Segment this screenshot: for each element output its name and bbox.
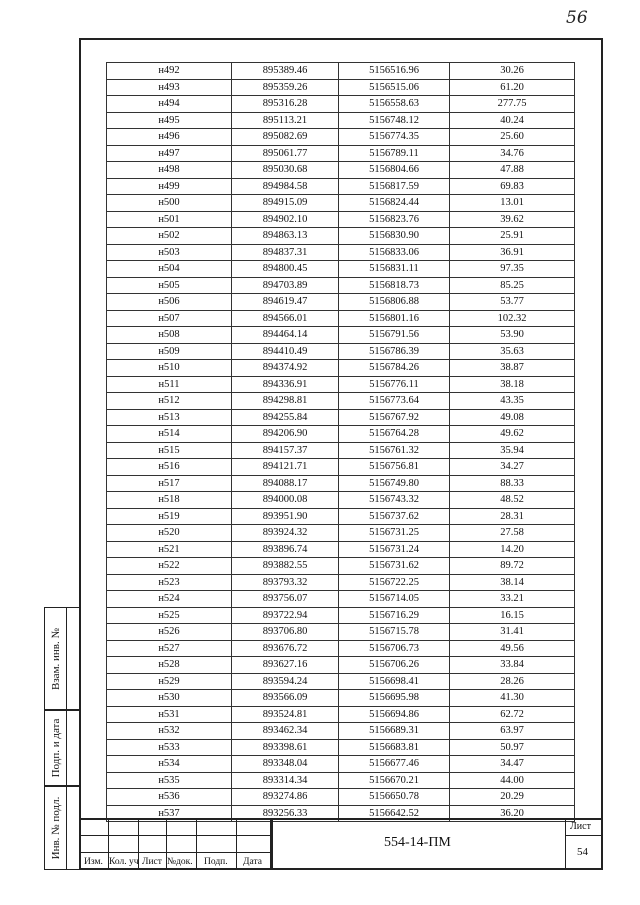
y-coordinate-cell: 5156767.92 [339, 409, 450, 426]
table-row [107, 657, 575, 674]
document-code: 554-14-ПМ [384, 835, 451, 850]
x-coordinate-cell: 893793.32 [232, 574, 339, 591]
table-row [107, 294, 575, 311]
point-id-cell: н536 [107, 789, 232, 806]
x-coordinate-cell: 894800.45 [232, 261, 339, 278]
point-id-cell: н512 [107, 393, 232, 410]
side-label-vzam: Взам. инв. № [49, 627, 62, 690]
distance-cell: 41.30 [450, 690, 575, 707]
y-coordinate-cell: 5156715.78 [339, 624, 450, 641]
point-id-cell: н520 [107, 525, 232, 542]
point-id-cell: н493 [107, 79, 232, 96]
table-row [107, 327, 575, 344]
x-coordinate-cell: 893348.04 [232, 756, 339, 773]
x-coordinate-cell: 893627.16 [232, 657, 339, 674]
distance-cell: 33.21 [450, 591, 575, 608]
table-row [107, 393, 575, 410]
y-coordinate-cell: 5156776.11 [339, 376, 450, 393]
y-coordinate-cell: 5156833.06 [339, 244, 450, 261]
y-coordinate-cell: 5156698.41 [339, 673, 450, 690]
side-label-inv: Инв. № подл. [49, 796, 62, 860]
y-coordinate-cell: 5156824.44 [339, 195, 450, 212]
x-coordinate-cell: 893398.61 [232, 739, 339, 756]
y-coordinate-cell: 5156558.63 [339, 96, 450, 113]
x-coordinate-cell: 894121.71 [232, 459, 339, 476]
point-id-cell: н523 [107, 574, 232, 591]
sheet-number: 54 [577, 846, 588, 858]
distance-cell: 40.24 [450, 112, 575, 129]
y-coordinate-cell: 5156743.32 [339, 492, 450, 509]
table-row [107, 624, 575, 641]
point-id-cell: н535 [107, 772, 232, 789]
y-coordinate-cell: 5156801.16 [339, 310, 450, 327]
table-row [107, 310, 575, 327]
distance-cell: 25.60 [450, 129, 575, 146]
y-coordinate-cell: 5156804.66 [339, 162, 450, 179]
col-izm-label: Изм. [84, 857, 103, 867]
point-id-cell: н507 [107, 310, 232, 327]
distance-cell: 28.26 [450, 673, 575, 690]
x-coordinate-cell: 894000.08 [232, 492, 339, 509]
distance-cell: 53.90 [450, 327, 575, 344]
distance-cell: 69.83 [450, 178, 575, 195]
x-coordinate-cell: 893676.72 [232, 640, 339, 657]
point-id-cell: н505 [107, 277, 232, 294]
x-coordinate-cell: 893274.86 [232, 789, 339, 806]
point-id-cell: н509 [107, 343, 232, 360]
point-id-cell: н498 [107, 162, 232, 179]
distance-cell: 34.76 [450, 145, 575, 162]
distance-cell: 33.84 [450, 657, 575, 674]
point-id-cell: н514 [107, 426, 232, 443]
x-coordinate-cell: 893756.07 [232, 591, 339, 608]
y-coordinate-cell: 5156642.52 [339, 805, 450, 822]
handwritten-page-number: 56 [566, 8, 588, 28]
point-id-cell: н518 [107, 492, 232, 509]
table-row [107, 475, 575, 492]
x-coordinate-cell: 893722.94 [232, 607, 339, 624]
y-coordinate-cell: 5156761.32 [339, 442, 450, 459]
distance-cell: 30.26 [450, 63, 575, 80]
table-row [107, 690, 575, 707]
col-koluch-label: Кол. уч [109, 857, 139, 867]
point-id-cell: н521 [107, 541, 232, 558]
y-coordinate-cell: 5156756.81 [339, 459, 450, 476]
side-stamp-podp [44, 710, 81, 786]
table-row [107, 739, 575, 756]
y-coordinate-cell: 5156731.24 [339, 541, 450, 558]
point-id-cell: н517 [107, 475, 232, 492]
y-coordinate-cell: 5156694.86 [339, 706, 450, 723]
point-id-cell: н529 [107, 673, 232, 690]
y-coordinate-cell: 5156817.59 [339, 178, 450, 195]
distance-cell: 97.35 [450, 261, 575, 278]
y-coordinate-cell: 5156650.78 [339, 789, 450, 806]
x-coordinate-cell: 894984.58 [232, 178, 339, 195]
point-id-cell: н527 [107, 640, 232, 657]
x-coordinate-cell: 894915.09 [232, 195, 339, 212]
table-row [107, 277, 575, 294]
distance-cell: 31.41 [450, 624, 575, 641]
point-id-cell: н499 [107, 178, 232, 195]
table-row [107, 261, 575, 278]
side-stamp-inv [44, 786, 81, 870]
table-row [107, 343, 575, 360]
table-row [107, 129, 575, 146]
table-row [107, 723, 575, 740]
table-row [107, 508, 575, 525]
table-row [107, 145, 575, 162]
point-id-cell: н508 [107, 327, 232, 344]
x-coordinate-cell: 895113.21 [232, 112, 339, 129]
y-coordinate-cell: 5156515.06 [339, 79, 450, 96]
table-row [107, 591, 575, 608]
y-coordinate-cell: 5156764.28 [339, 426, 450, 443]
point-id-cell: н501 [107, 211, 232, 228]
distance-cell: 44.00 [450, 772, 575, 789]
x-coordinate-cell: 893314.34 [232, 772, 339, 789]
x-coordinate-cell: 894464.14 [232, 327, 339, 344]
x-coordinate-cell: 894837.31 [232, 244, 339, 261]
y-coordinate-cell: 5156722.25 [339, 574, 450, 591]
point-id-cell: н532 [107, 723, 232, 740]
point-id-cell: н526 [107, 624, 232, 641]
y-coordinate-cell: 5156716.29 [339, 607, 450, 624]
x-coordinate-cell: 894703.89 [232, 277, 339, 294]
y-coordinate-cell: 5156789.11 [339, 145, 450, 162]
distance-cell: 34.47 [450, 756, 575, 773]
x-coordinate-cell: 893951.90 [232, 508, 339, 525]
sheet-label: Лист [570, 821, 591, 832]
point-id-cell: н522 [107, 558, 232, 575]
y-coordinate-cell: 5156784.26 [339, 360, 450, 377]
distance-cell: 63.97 [450, 723, 575, 740]
point-id-cell: н492 [107, 63, 232, 80]
distance-cell: 43.35 [450, 393, 575, 410]
distance-cell: 61.20 [450, 79, 575, 96]
point-id-cell: н513 [107, 409, 232, 426]
table-row [107, 525, 575, 542]
table-row [107, 442, 575, 459]
y-coordinate-cell: 5156706.73 [339, 640, 450, 657]
table-row [107, 409, 575, 426]
distance-cell: 38.18 [450, 376, 575, 393]
point-id-cell: н503 [107, 244, 232, 261]
x-coordinate-cell: 894088.17 [232, 475, 339, 492]
point-id-cell: н533 [107, 739, 232, 756]
table-row [107, 673, 575, 690]
x-coordinate-cell: 895389.46 [232, 63, 339, 80]
y-coordinate-cell: 5156706.26 [339, 657, 450, 674]
y-coordinate-cell: 5156731.25 [339, 525, 450, 542]
x-coordinate-cell: 895082.69 [232, 129, 339, 146]
distance-cell: 88.33 [450, 475, 575, 492]
x-coordinate-cell: 893882.55 [232, 558, 339, 575]
y-coordinate-cell: 5156677.46 [339, 756, 450, 773]
y-coordinate-cell: 5156818.73 [339, 277, 450, 294]
table-row [107, 789, 575, 806]
table-row [107, 244, 575, 261]
table-row [107, 376, 575, 393]
x-coordinate-cell: 895030.68 [232, 162, 339, 179]
distance-cell: 14.20 [450, 541, 575, 558]
x-coordinate-cell: 894863.13 [232, 228, 339, 245]
table-row [107, 607, 575, 624]
x-coordinate-cell: 894410.49 [232, 343, 339, 360]
distance-cell: 39.62 [450, 211, 575, 228]
y-coordinate-cell: 5156737.62 [339, 508, 450, 525]
distance-cell: 27.58 [450, 525, 575, 542]
distance-cell: 53.77 [450, 294, 575, 311]
x-coordinate-cell: 893924.32 [232, 525, 339, 542]
table-row [107, 772, 575, 789]
table-row [107, 112, 575, 129]
distance-cell: 47.88 [450, 162, 575, 179]
x-coordinate-cell: 893594.24 [232, 673, 339, 690]
table-row [107, 211, 575, 228]
y-coordinate-cell: 5156831.11 [339, 261, 450, 278]
table-row [107, 426, 575, 443]
point-id-cell: н525 [107, 607, 232, 624]
point-id-cell: н516 [107, 459, 232, 476]
y-coordinate-cell: 5156731.62 [339, 558, 450, 575]
point-id-cell: н497 [107, 145, 232, 162]
distance-cell: 85.25 [450, 277, 575, 294]
distance-cell: 35.94 [450, 442, 575, 459]
distance-cell: 102.32 [450, 310, 575, 327]
table-row [107, 459, 575, 476]
y-coordinate-cell: 5156773.64 [339, 393, 450, 410]
point-id-cell: н504 [107, 261, 232, 278]
point-id-cell: н531 [107, 706, 232, 723]
col-data-label: Дата [243, 857, 262, 867]
point-id-cell: н495 [107, 112, 232, 129]
distance-cell: 50.97 [450, 739, 575, 756]
table-row [107, 541, 575, 558]
distance-cell: 16.15 [450, 607, 575, 624]
point-id-cell: н510 [107, 360, 232, 377]
distance-cell: 62.72 [450, 706, 575, 723]
table-row [107, 96, 575, 113]
y-coordinate-cell: 5156516.96 [339, 63, 450, 80]
table-row [107, 195, 575, 212]
x-coordinate-cell: 895316.28 [232, 96, 339, 113]
distance-cell: 48.52 [450, 492, 575, 509]
x-coordinate-cell: 895359.26 [232, 79, 339, 96]
distance-cell: 38.87 [450, 360, 575, 377]
col-ndok-label: №док. [167, 857, 193, 867]
point-id-cell: н515 [107, 442, 232, 459]
table-row [107, 558, 575, 575]
distance-cell: 38.14 [450, 574, 575, 591]
table-row [107, 756, 575, 773]
y-coordinate-cell: 5156774.35 [339, 129, 450, 146]
x-coordinate-cell: 893256.33 [232, 805, 339, 822]
table-row [107, 79, 575, 96]
x-coordinate-cell: 894619.47 [232, 294, 339, 311]
x-coordinate-cell: 893462.34 [232, 723, 339, 740]
point-id-cell: н534 [107, 756, 232, 773]
point-id-cell: н496 [107, 129, 232, 146]
y-coordinate-cell: 5156749.80 [339, 475, 450, 492]
x-coordinate-cell: 895061.77 [232, 145, 339, 162]
x-coordinate-cell: 894298.81 [232, 393, 339, 410]
point-id-cell: н502 [107, 228, 232, 245]
point-id-cell: н511 [107, 376, 232, 393]
distance-cell: 49.08 [450, 409, 575, 426]
table-row [107, 228, 575, 245]
col-list-label: Лист [142, 857, 162, 867]
distance-cell: 277.75 [450, 96, 575, 113]
table-row [107, 640, 575, 657]
distance-cell: 36.20 [450, 805, 575, 822]
x-coordinate-cell: 893706.80 [232, 624, 339, 641]
side-stamp-vzam [44, 607, 81, 710]
y-coordinate-cell: 5156830.90 [339, 228, 450, 245]
col-podp-label: Подп. [204, 857, 228, 867]
x-coordinate-cell: 893524.81 [232, 706, 339, 723]
y-coordinate-cell: 5156748.12 [339, 112, 450, 129]
side-label-podp: Подп. и дата [49, 718, 62, 778]
point-id-cell: н506 [107, 294, 232, 311]
y-coordinate-cell: 5156670.21 [339, 772, 450, 789]
point-id-cell: н528 [107, 657, 232, 674]
x-coordinate-cell: 893896.74 [232, 541, 339, 558]
y-coordinate-cell: 5156791.56 [339, 327, 450, 344]
y-coordinate-cell: 5156806.88 [339, 294, 450, 311]
table-row [107, 162, 575, 179]
point-id-cell: н519 [107, 508, 232, 525]
y-coordinate-cell: 5156823.76 [339, 211, 450, 228]
point-id-cell: н537 [107, 805, 232, 822]
x-coordinate-cell: 894566.01 [232, 310, 339, 327]
distance-cell: 49.56 [450, 640, 575, 657]
x-coordinate-cell: 894157.37 [232, 442, 339, 459]
coordinates-table [106, 62, 575, 822]
distance-cell: 34.27 [450, 459, 575, 476]
table-row [107, 706, 575, 723]
point-id-cell: н530 [107, 690, 232, 707]
table-row [107, 574, 575, 591]
y-coordinate-cell: 5156689.31 [339, 723, 450, 740]
point-id-cell: н494 [107, 96, 232, 113]
y-coordinate-cell: 5156786.39 [339, 343, 450, 360]
x-coordinate-cell: 894206.90 [232, 426, 339, 443]
table-row [107, 63, 575, 80]
distance-cell: 49.62 [450, 426, 575, 443]
y-coordinate-cell: 5156714.05 [339, 591, 450, 608]
distance-cell: 13.01 [450, 195, 575, 212]
distance-cell: 36.91 [450, 244, 575, 261]
distance-cell: 35.63 [450, 343, 575, 360]
x-coordinate-cell: 894374.92 [232, 360, 339, 377]
x-coordinate-cell: 893566.09 [232, 690, 339, 707]
y-coordinate-cell: 5156695.98 [339, 690, 450, 707]
distance-cell: 25.91 [450, 228, 575, 245]
point-id-cell: н500 [107, 195, 232, 212]
distance-cell: 28.31 [450, 508, 575, 525]
x-coordinate-cell: 894336.91 [232, 376, 339, 393]
y-coordinate-cell: 5156683.81 [339, 739, 450, 756]
table-row [107, 360, 575, 377]
x-coordinate-cell: 894255.84 [232, 409, 339, 426]
distance-cell: 20.29 [450, 789, 575, 806]
point-id-cell: н524 [107, 591, 232, 608]
table-row [107, 178, 575, 195]
table-row [107, 492, 575, 509]
distance-cell: 89.72 [450, 558, 575, 575]
x-coordinate-cell: 894902.10 [232, 211, 339, 228]
